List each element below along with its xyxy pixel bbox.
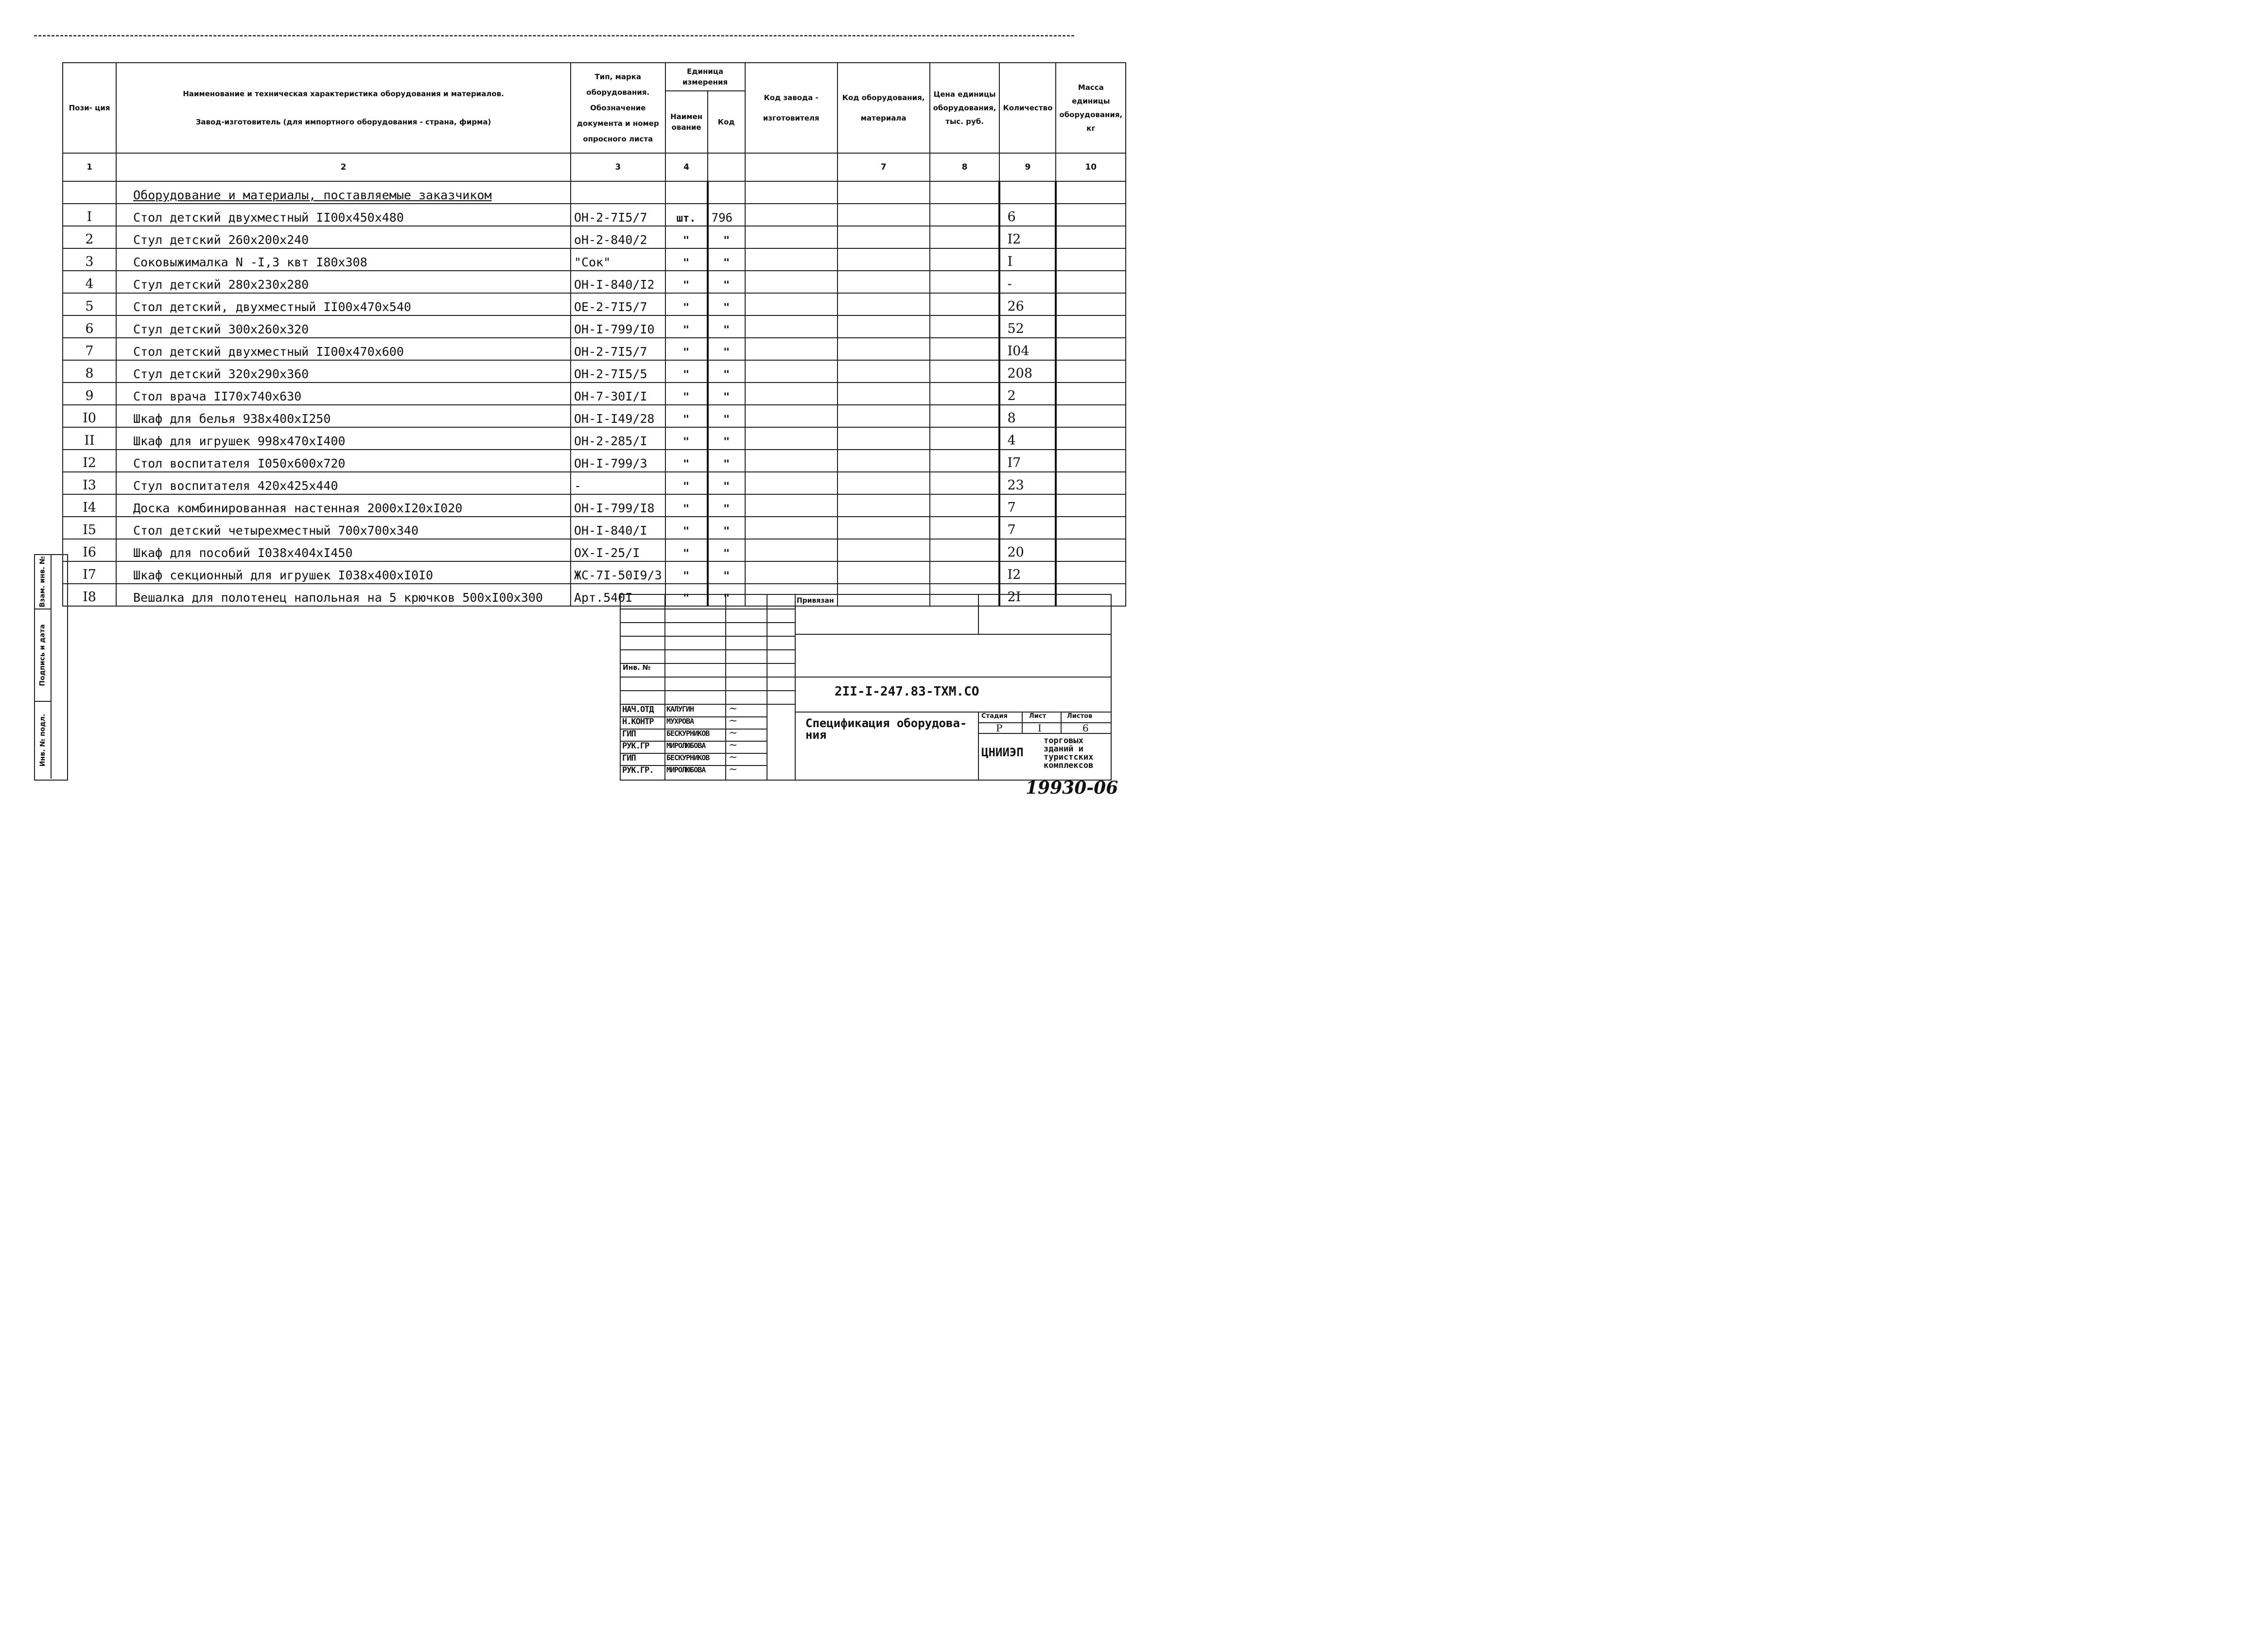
table-row [63,472,1126,494]
unit-cell: " [665,315,708,338]
type-cell: ОН-2-285/I [571,427,665,450]
side-stamp [34,554,68,781]
equipment-code-cell [837,360,930,383]
factory-code-cell [745,226,837,248]
quantity-cell: 7 [999,517,1056,539]
col-header-unit-group: Единица измерения [665,63,745,91]
col-header-equipment-code: Код оборудования, материала [837,63,930,153]
position-cell: 9 [63,383,116,405]
sheets-label: Листов [1067,713,1093,720]
table-row [63,427,1126,450]
position-cell: I5 [63,517,116,539]
unit-code-cell: " [708,427,745,450]
specification-table [62,62,1126,607]
quantity-cell: 23 [999,472,1056,494]
price-cell [930,494,1000,517]
name-cell: Шкаф для игрушек 998x470xI400 [116,427,571,450]
unit-cell: " [665,271,708,293]
name-cell: Соковыжималка N -I,3 квт I80x308 [116,248,571,271]
unit-code-cell: " [708,271,745,293]
unit-code-cell: " [708,383,745,405]
quantity-cell: I04 [999,338,1056,360]
unit-cell: " [665,248,708,271]
name-cell: Вешалка для полотенец напольная на 5 крючков 500xI00x300 [116,584,571,606]
quantity-cell: 2I [999,584,1056,606]
side-stamp-signature: Подпись и дата [35,609,52,702]
price-cell [930,383,1000,405]
signature-mark: ~ [729,715,738,727]
price-cell [930,315,1000,338]
top-dashed-rule [34,35,1074,36]
quantity-cell: 4 [999,427,1056,450]
quantity-cell: 2 [999,383,1056,405]
mass-cell [1056,539,1126,561]
name-cell: Стол детский двухместный II00x470x600 [116,338,571,360]
table-row [63,315,1126,338]
signature-mark: ~ [729,727,738,739]
unit-cell: " [665,383,708,405]
col-header-unit-code: Код [708,91,745,153]
unit-cell: " [665,293,708,315]
position-cell: I7 [63,561,116,584]
signature-mark: ~ [729,703,738,715]
mass-cell [1056,271,1126,293]
factory-code-cell [745,360,837,383]
type-cell: оН-2-840/2 [571,226,665,248]
col-header-factory-code: Код завода - изготовителя [745,63,837,153]
equipment-code-cell [837,561,930,584]
mass-cell [1056,427,1126,450]
table-row [63,494,1126,517]
position-cell: 4 [63,271,116,293]
price-cell [930,517,1000,539]
quantity-cell: I2 [999,561,1056,584]
unit-code-cell: " [708,472,745,494]
col-number: 3 [571,153,665,181]
type-cell: ОН-I-840/I [571,517,665,539]
mass-cell [1056,315,1126,338]
price-cell [930,248,1000,271]
col-number: 10 [1056,153,1126,181]
position-cell: I4 [63,494,116,517]
type-cell: Арт.540I [571,584,665,606]
privyazan-label: Привязан [797,597,834,605]
price-cell [930,405,1000,427]
name-cell: Стол детский, двухместный II00x470x540 [116,293,571,315]
equipment-code-cell [837,383,930,405]
unit-cell: " [665,450,708,472]
name-cell: Доска комбинированная настенная 2000xI20xI020 [116,494,571,517]
position-cell: I2 [63,450,116,472]
unit-code-cell: 796 [708,204,745,226]
organization: ЦНИИЭП [981,746,1024,759]
col-header-type: Тип, марка оборудования. Обозначение документа и номер опросного листа [571,63,665,153]
price-cell [930,226,1000,248]
factory-code-cell [745,338,837,360]
quantity-cell: 52 [999,315,1056,338]
factory-code-cell [745,204,837,226]
equipment-code-cell [837,315,930,338]
mass-cell [1056,383,1126,405]
staff-role: ГИП [622,729,636,739]
price-cell [930,561,1000,584]
table-row [63,360,1126,383]
mass-cell [1056,226,1126,248]
col-number [745,153,837,181]
equipment-code-cell [837,338,930,360]
staff-role: РУК.ГР. [622,766,654,775]
position-cell: I0 [63,405,116,427]
stage-value: Р [996,722,1003,734]
mass-cell [1056,517,1126,539]
staff-name: МИРОЛЮБОВА [666,766,706,774]
position-cell: I8 [63,584,116,606]
side-stamp-inventory: Инв. № подл. [35,702,52,779]
table-row [63,293,1126,315]
unit-cell: " [665,539,708,561]
unit-cell: " [665,561,708,584]
col-header-price: Цена единицы оборудования, тыс. руб. [930,63,1000,153]
equipment-code-cell [837,427,930,450]
factory-code-cell [745,539,837,561]
position-cell: 5 [63,293,116,315]
staff-name: МИРОЛЮБОВА [666,741,706,750]
type-cell: ОН-2-7I5/5 [571,360,665,383]
equipment-code-cell [837,226,930,248]
price-cell [930,360,1000,383]
col-number: 2 [116,153,571,181]
quantity-cell: 6 [999,204,1056,226]
position-cell: 3 [63,248,116,271]
quantity-cell: I7 [999,450,1056,472]
sheets-value: 6 [1082,722,1089,734]
table-row [63,517,1126,539]
factory-code-cell [745,248,837,271]
position-cell: I [63,204,116,226]
price-cell [930,450,1000,472]
table-row [63,450,1126,472]
name-cell: Шкаф секционный для игрушек I038x400xI0I0 [116,561,571,584]
name-cell: Стол детский четырехместный 700x700x340 [116,517,571,539]
price-cell [930,204,1000,226]
quantity-cell: - [999,271,1056,293]
factory-code-cell [745,271,837,293]
col-header-mass: Масса единицы оборудования, кг [1056,63,1126,153]
mass-cell [1056,204,1126,226]
equipment-code-cell [837,204,930,226]
equipment-code-cell [837,271,930,293]
price-cell [930,539,1000,561]
name-cell: Шкаф для пособий I038x404xI450 [116,539,571,561]
equipment-code-cell [837,450,930,472]
type-cell: ОН-I-799/I0 [571,315,665,338]
type-cell: ОН-2-7I5/7 [571,338,665,360]
col-header-quantity: Количество [999,63,1056,153]
factory-code-cell [745,427,837,450]
table-row [63,338,1126,360]
col-header-unit-name: Наименование [665,91,708,153]
section-title: Оборудование и материалы, поставляемые заказчиком [133,188,492,202]
position-cell: I6 [63,539,116,561]
position-cell: 7 [63,338,116,360]
equipment-code-cell [837,517,930,539]
price-cell [930,427,1000,450]
unit-code-cell: " [708,450,745,472]
unit-cell: " [665,338,708,360]
equipment-code-cell [837,293,930,315]
type-cell: ЖС-7I-50I9/3 [571,561,665,584]
signature-mark: ~ [729,764,738,776]
type-cell: ОН-7-30I/I [571,383,665,405]
table-row [63,204,1126,226]
staff-name: КАЛУГИН [666,705,694,714]
unit-code-cell: " [708,494,745,517]
type-cell: "Сок" [571,248,665,271]
col-number [708,153,745,181]
factory-code-cell [745,383,837,405]
quantity-cell: 8 [999,405,1056,427]
staff-name: БЕСКУРНИКОВ [666,753,710,762]
equipment-code-cell [837,405,930,427]
unit-code-cell: " [708,248,745,271]
unit-code-cell: " [708,517,745,539]
position-cell: I3 [63,472,116,494]
price-cell [930,271,1000,293]
specification-body [63,181,1126,606]
unit-code-cell: " [708,405,745,427]
mass-cell [1056,450,1126,472]
col-number: 7 [837,153,930,181]
unit-cell: " [665,584,708,606]
unit-code-cell: " [708,584,745,606]
factory-code-cell [745,561,837,584]
unit-code-cell: " [708,315,745,338]
name-cell: Стол воспитателя I050x600x720 [116,450,571,472]
quantity-cell: I2 [999,226,1056,248]
table-row [63,248,1126,271]
type-cell: ОН-I-I49/28 [571,405,665,427]
mass-cell [1056,561,1126,584]
document-title: Спецификация оборудова- ния [805,716,967,742]
type-cell: ОН-I-799/3 [571,450,665,472]
unit-cell: " [665,405,708,427]
equipment-code-cell [837,539,930,561]
position-cell: 6 [63,315,116,338]
position-cell: 8 [63,360,116,383]
staff-name: БЕСКУРНИКОВ [666,729,710,738]
name-cell: Стул детский 260x200x240 [116,226,571,248]
equipment-code-cell [837,494,930,517]
sheet-label: Лист [1029,713,1047,720]
name-cell: Стол детский двухместный II00x450x480 [116,204,571,226]
name-cell: Стул детский 320x290x360 [116,360,571,383]
inv-no-label: Инв. № [623,664,651,672]
mass-cell [1056,472,1126,494]
position-cell: II [63,427,116,450]
section-title-row [63,181,1126,204]
quantity-cell: 26 [999,293,1056,315]
unit-cell: шт. [665,204,708,226]
unit-cell: " [665,472,708,494]
mass-cell [1056,494,1126,517]
mass-cell [1056,405,1126,427]
factory-code-cell [745,517,837,539]
unit-cell: " [665,517,708,539]
unit-code-cell: " [708,561,745,584]
type-cell: ОЕ-2-7I5/7 [571,293,665,315]
col-number: 4 [665,153,708,181]
factory-code-cell [745,405,837,427]
type-cell: ОН-2-7I5/7 [571,204,665,226]
type-cell: ОХ-I-25/I [571,539,665,561]
factory-code-cell [745,293,837,315]
title-block [620,594,1112,781]
name-cell: Шкаф для белья 938x400xI250 [116,405,571,427]
staff-role: ГИП [622,753,636,763]
table-row [63,226,1126,248]
quantity-cell: I [999,248,1056,271]
position-cell: 2 [63,226,116,248]
side-stamp-vzam: Взам. инв. № [35,555,52,609]
unit-cell: " [665,427,708,450]
factory-code-cell [745,472,837,494]
unit-code-cell: " [708,338,745,360]
equipment-code-cell [837,472,930,494]
name-cell: Стул детский 280x230x280 [116,271,571,293]
type-cell: ОН-I-840/I2 [571,271,665,293]
table-row [63,383,1126,405]
col-number: 8 [930,153,1000,181]
document-sheet [0,0,1134,818]
mass-cell [1056,338,1126,360]
type-cell: ОН-I-799/I8 [571,494,665,517]
name-cell: Стул детский 300x260x320 [116,315,571,338]
staff-role: Н.КОНТР [622,717,654,727]
quantity-cell: 20 [999,539,1056,561]
unit-code-cell: " [708,293,745,315]
factory-code-cell [745,450,837,472]
unit-code-cell: " [708,539,745,561]
signature-mark: ~ [729,739,738,751]
unit-cell: " [665,226,708,248]
column-number-row [63,153,1126,181]
mass-cell [1056,248,1126,271]
unit-cell: " [665,360,708,383]
equipment-code-cell [837,248,930,271]
staff-role: НАЧ.ОТД [622,705,654,714]
unit-cell: " [665,494,708,517]
archive-number: 19930-06 [1026,778,1118,798]
col-number: 9 [999,153,1056,181]
sheet-value: I [1038,722,1042,734]
document-code: 2II-I-247.83-ТХМ.СО [835,684,979,699]
col-header-name: Наименование и техническая характеристика оборудования и материалов. Завод-изготовитель (для импортного оборудования - страна, фирма) [116,63,571,153]
factory-code-cell [745,494,837,517]
col-number: 1 [63,153,116,181]
unit-code-cell: " [708,360,745,383]
price-cell [930,293,1000,315]
quantity-cell: 208 [999,360,1056,383]
signature-mark: ~ [729,751,738,764]
table-row [63,539,1126,561]
factory-code-cell [745,315,837,338]
col-header-position: Пози- ция [63,63,116,153]
table-row [63,271,1126,293]
quantity-cell: 7 [999,494,1056,517]
type-cell: - [571,472,665,494]
name-cell: Стол врача II70x740x630 [116,383,571,405]
name-cell: Стул воспитателя 420x425x440 [116,472,571,494]
staff-name: МУХРОВА [666,717,694,726]
table-row [63,405,1126,427]
organization-department: торговых зданий и туристских комплексов [1044,736,1094,770]
staff-role: РУК.ГР [622,741,649,751]
stage-label: Стадия [981,713,1008,720]
price-cell [930,472,1000,494]
mass-cell [1056,293,1126,315]
mass-cell [1056,360,1126,383]
price-cell [930,338,1000,360]
table-row [63,561,1126,584]
unit-code-cell: " [708,226,745,248]
